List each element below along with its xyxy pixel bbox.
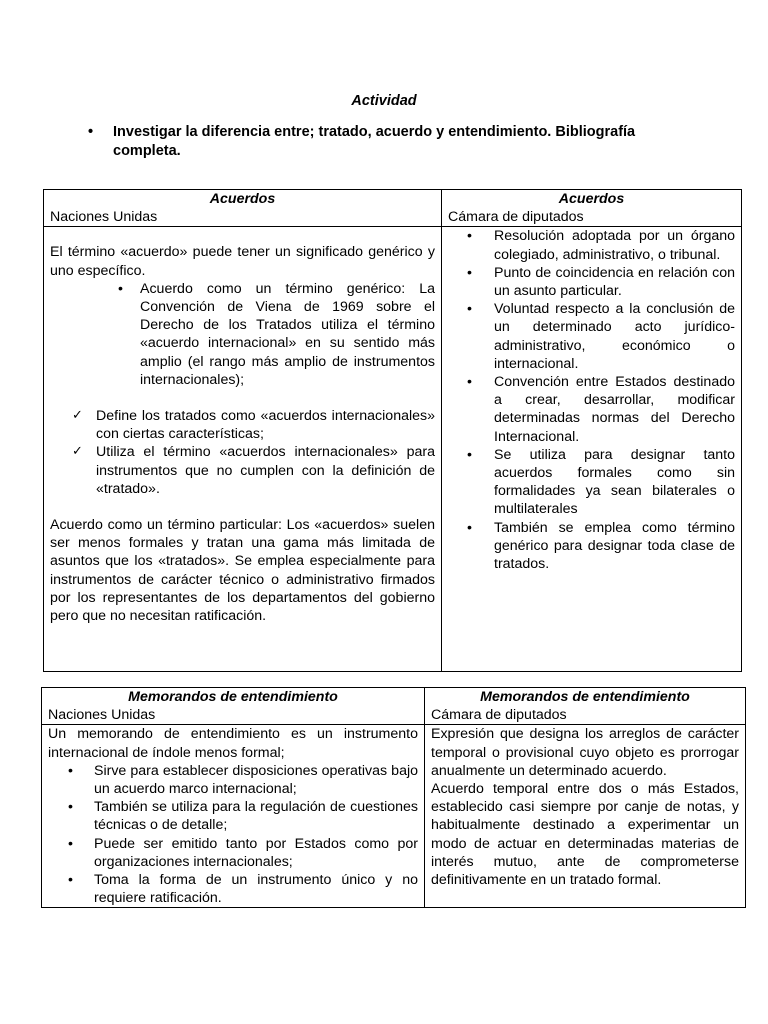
bullet-icon: • (118, 280, 123, 297)
checkmark-icon: ✓ (72, 444, 83, 460)
acuerdos-body-cell-un (44, 227, 442, 672)
acuerdos-header-cell-camara (442, 190, 742, 227)
list-item (48, 798, 418, 834)
page-title: Actividad (351, 93, 417, 109)
list-item-text: Puede ser emitido tanto por Estados como por organizaciones internacionales; (94, 835, 418, 870)
memorandos-header-cell-un (42, 688, 425, 725)
bullet-icon: • (68, 835, 73, 852)
bullet-icon: • (467, 374, 472, 391)
list-item (448, 446, 735, 519)
list-item-text: También se utiliza para la regulación de cuestiones técnicas o de detalle; (94, 799, 418, 834)
memorandos-table (41, 687, 746, 908)
list-item-text: Toma la forma de un instrumento único y no requiere ratificación. (94, 872, 418, 907)
source-label: Naciones Unidas (48, 707, 156, 724)
bullet-icon: • (467, 228, 472, 245)
list-item-text: Define los tratados como «acuerdos internacionales» con ciertas características; (96, 408, 435, 443)
acuerdos-table (43, 189, 742, 672)
check-list (50, 407, 435, 498)
bullet-list (448, 227, 735, 573)
source-label: Cámara de diputados (448, 209, 584, 226)
column-header: Acuerdos (558, 191, 625, 207)
bullet-icon: • (467, 446, 472, 463)
memorandos-header-cell-camara (425, 688, 746, 725)
list-item (448, 264, 735, 300)
particular-paragraph: Acuerdo como un término particular: Los «acuerdos» suelen ser menos formales y tratan una gama más limitada de asuntos que los «tratados». Se emplea especialmente para instrumentos de carácter técnico o administrativo firmados por los representantes de los departamentos del gobierno pero que no necesitan ratificación. (50, 517, 435, 625)
list-item-text: Convención entre Estados destinado a crear, desarrollar, modificar determinadas normas del Derecho Internacional. (494, 374, 735, 445)
list-item (50, 407, 435, 443)
acuerdos-header-cell-un (44, 190, 442, 227)
task-text: Investigar la diferencia entre; tratado, acuerdo y entendimiento. Bibliografía completa. (113, 124, 636, 159)
list-item-text: También se emplea como término genérico para designar toda clase de tratados. (494, 519, 735, 573)
column-header: Acuerdos (209, 191, 276, 207)
list-item-text: Voluntad respecto a la conclusión de un determinado acto jurídico-administrativo, económico o internacional. (494, 301, 735, 372)
intro-paragraph: El término «acuerdo» puede tener un significado genérico y uno específico. (50, 244, 435, 279)
bullet-icon: • (68, 799, 73, 816)
task-bullet (88, 123, 688, 161)
checkmark-icon: ✓ (72, 408, 83, 424)
list-item (48, 835, 418, 871)
list-item-text: Punto de coincidencia en relación con un asunto particular. (494, 264, 735, 300)
bullet-icon: • (68, 872, 73, 889)
column-header: Memorandos de entendimiento (480, 689, 690, 705)
intro-paragraph: Un memorando de entendimiento es un instrumento internacional de índole menos formal; (48, 726, 418, 761)
bullet-icon: • (467, 301, 472, 318)
acuerdos-body-cell-camara (442, 227, 742, 672)
bullet-icon: • (68, 762, 73, 779)
list-item (448, 300, 735, 373)
list-item-text: Resolución adoptada por un órgano colegiado, administrativo, o tribunal. (494, 228, 735, 263)
bullet-list (50, 280, 435, 389)
list-item (448, 519, 735, 574)
source-label: Naciones Unidas (50, 209, 158, 226)
list-item-text: Acuerdo como un término genérico: La Convención de Viena de 1969 sobre el Derecho de los Tratados utiliza el término «acuerdo internacional» en su sentido más amplio (el rango más amplio de instrumentos internacionales); (140, 280, 435, 388)
list-item (48, 762, 418, 798)
list-item (448, 373, 735, 446)
column-header: Memorandos de entendimiento (128, 689, 338, 705)
source-label: Cámara de diputados (431, 707, 567, 724)
bullet-list (48, 762, 418, 908)
bullet-icon: • (88, 124, 94, 140)
list-item (50, 443, 435, 498)
bullet-icon: • (467, 264, 472, 281)
definition-paragraph: Expresión que designa los arreglos de carácter temporal o provisional cuyo objeto es prorrogar anualmente un determinado acuerdo. (431, 726, 739, 779)
definition-paragraph: Acuerdo temporal entre dos o más Estados, establecido casi siempre por canje de notas, y habitualmente destinado a experimentar un modo de actuar en determinadas materias de interés mutuo, ante de comprometerse definitivamente en un tratado formal. (431, 781, 739, 889)
list-item (48, 871, 418, 907)
bullet-icon: • (467, 519, 472, 536)
memorandos-body-cell-camara (425, 725, 746, 908)
list-item (50, 280, 435, 389)
list-item-text: Sirve para establecer disposiciones operativas bajo un acuerdo marco internacional; (94, 762, 418, 798)
list-item-text: Utiliza el término «acuerdos internacionales» para instrumentos que no cumplen con la definición de «tratado». (96, 444, 435, 497)
memorandos-body-cell-un (42, 725, 425, 908)
list-item (448, 227, 735, 263)
list-item-text: Se utiliza para designar tanto acuerdos formales como sin formalidades ya sean bilaterales o multilaterales (494, 446, 735, 518)
